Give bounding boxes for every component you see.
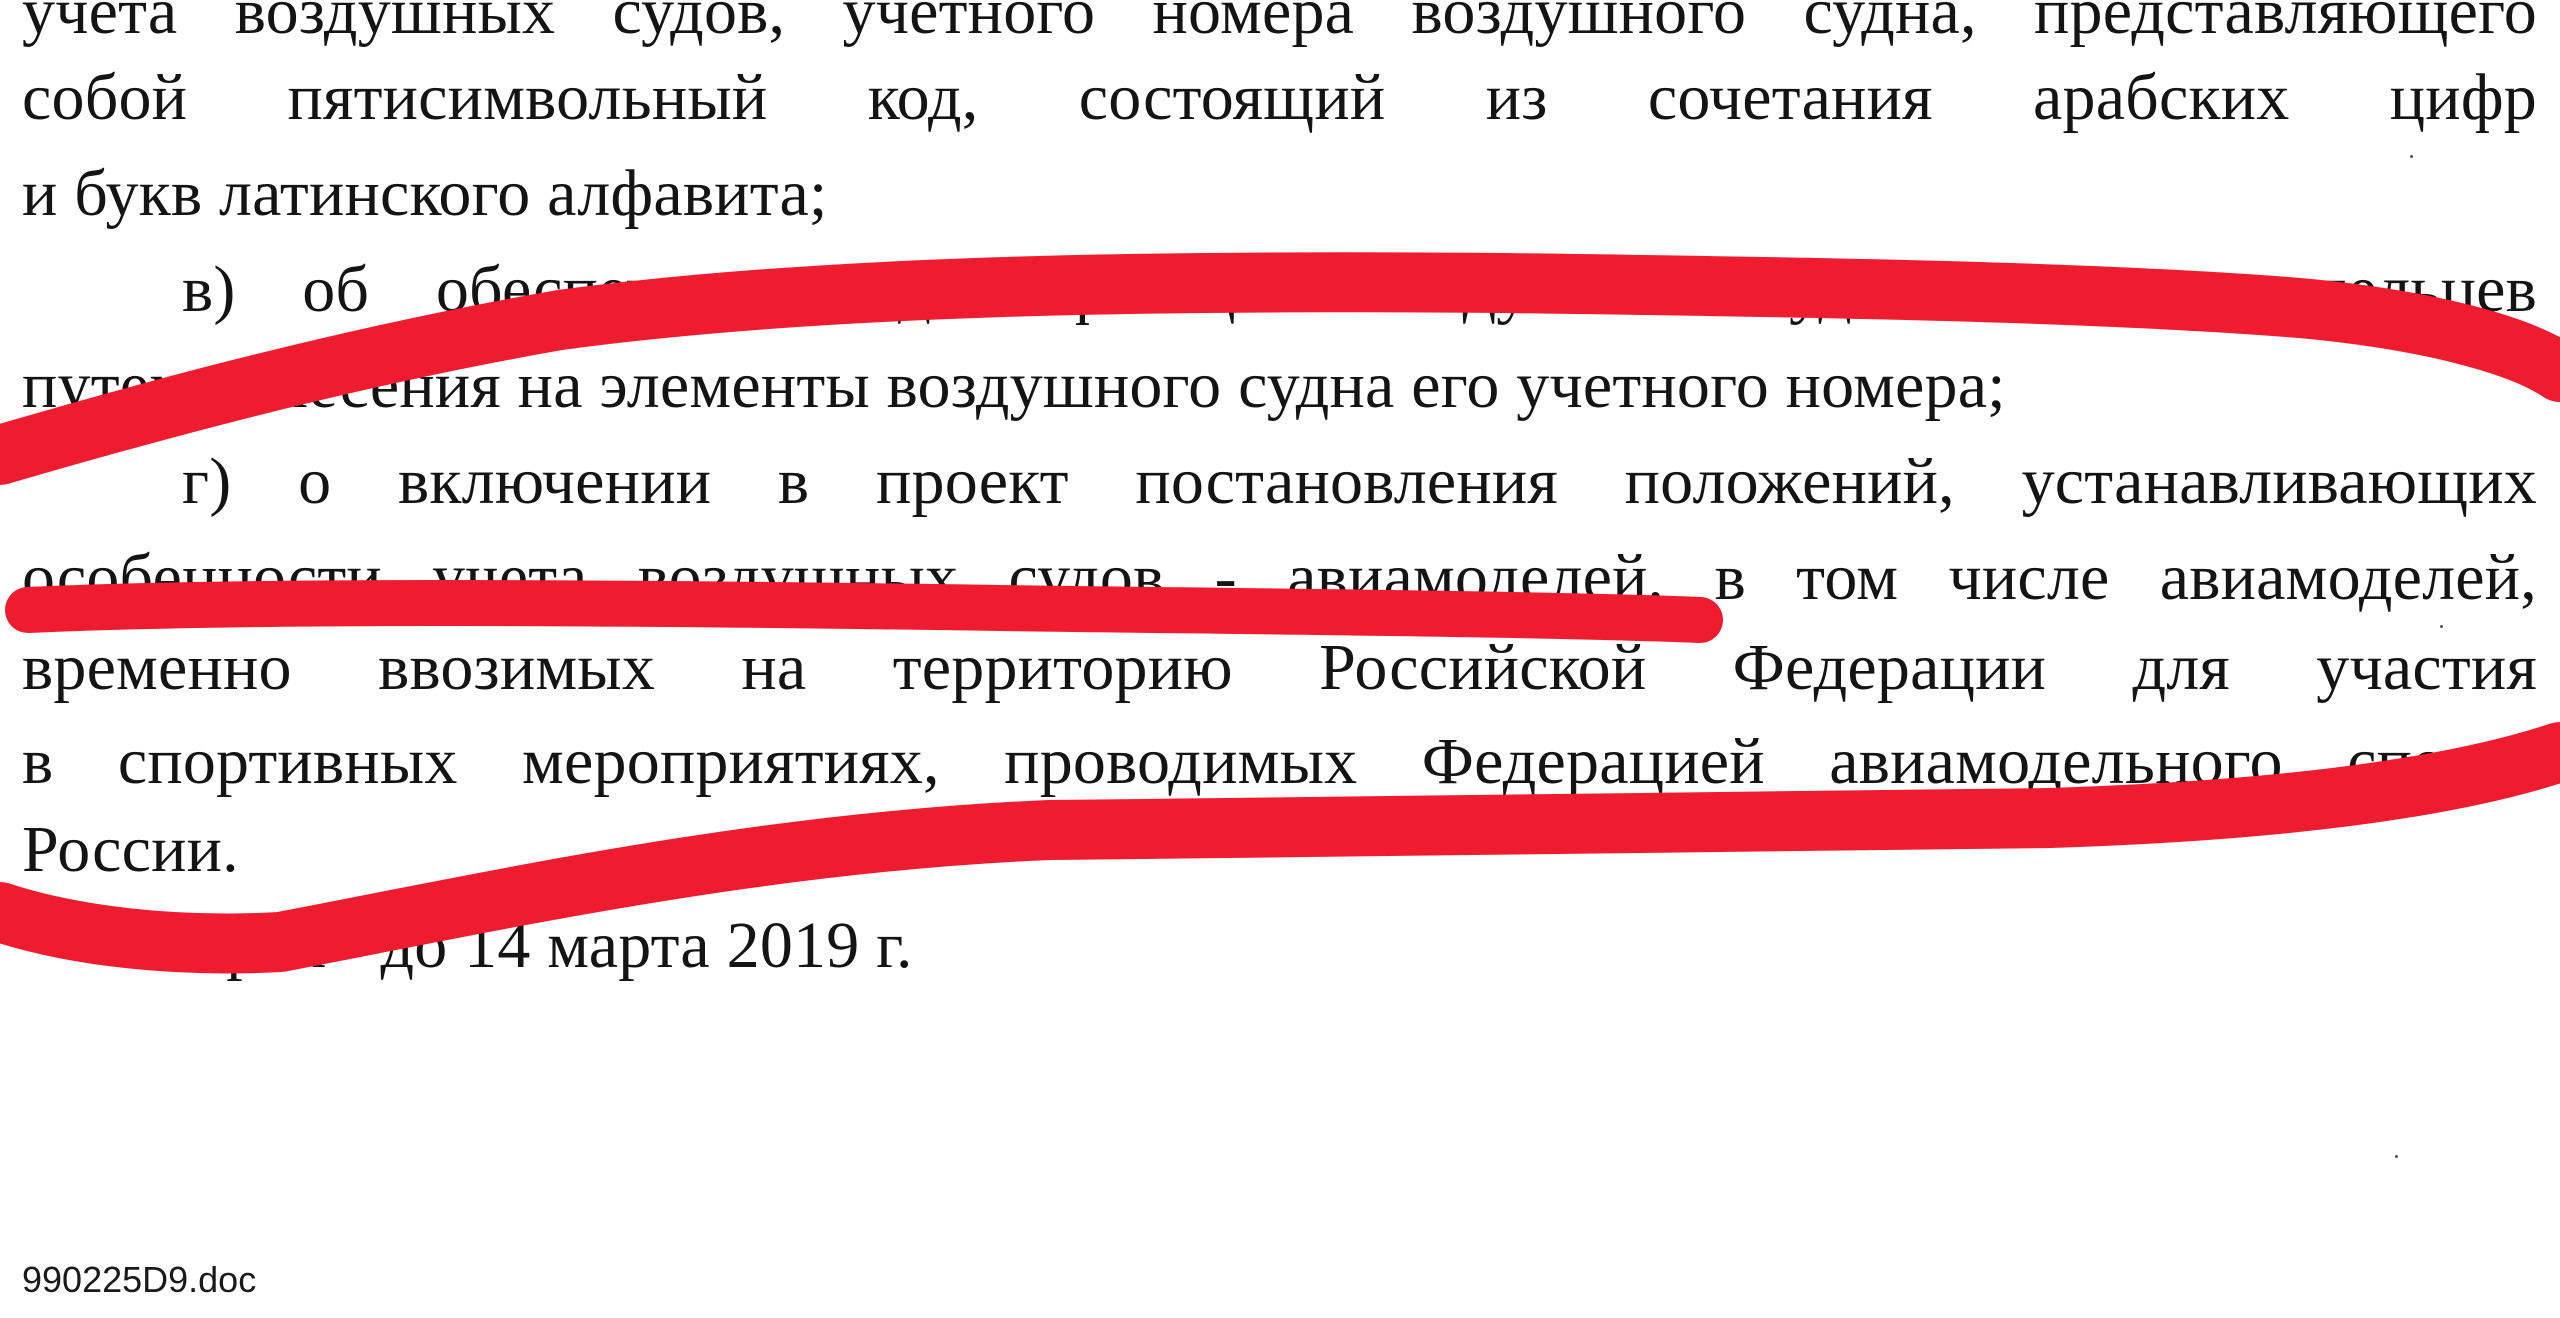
scan-speck — [2395, 1155, 2398, 1158]
item-g-paragraph-line-3: временно ввозимых на территорию Российской Федерации для участия — [22, 631, 2537, 704]
deadline-line: Срок - до 14 марта 2019 г. — [182, 909, 913, 982]
item-g-paragraph-line-4: в спортивных мероприятиях, проводимых Федерацией авиамодельного спорта — [22, 725, 2537, 798]
text-line-1: учета воздушных судов, учетного номера воздушного судна, представляющего — [22, 0, 2537, 48]
scan-speck — [2440, 625, 2443, 628]
item-g-paragraph-line-5: России. — [22, 813, 239, 886]
item-v-paragraph-line-2: путем нанесения на элементы воздушного судна его учетного номера; — [22, 349, 2006, 422]
item-v-paragraph-line-1: в) об обеспечении идентификации воздушных судов и их владельцев — [182, 253, 2537, 326]
document-file-name: 990225D9.doc — [22, 1259, 257, 1300]
item-g-paragraph-line-1: г) о включении в проект постановления положений, устанавливающих — [182, 445, 2537, 518]
scan-speck — [2410, 155, 2413, 158]
item-g-paragraph-line-2: особенности учета воздушных судов - авиамоделей, в том числе авиамоделей, — [22, 541, 2537, 614]
text-line-3: и букв латинского алфавита; — [22, 157, 828, 230]
text-line-2: собой пятисимвольный код, состоящий из сочетания арабских цифр — [22, 61, 2537, 134]
